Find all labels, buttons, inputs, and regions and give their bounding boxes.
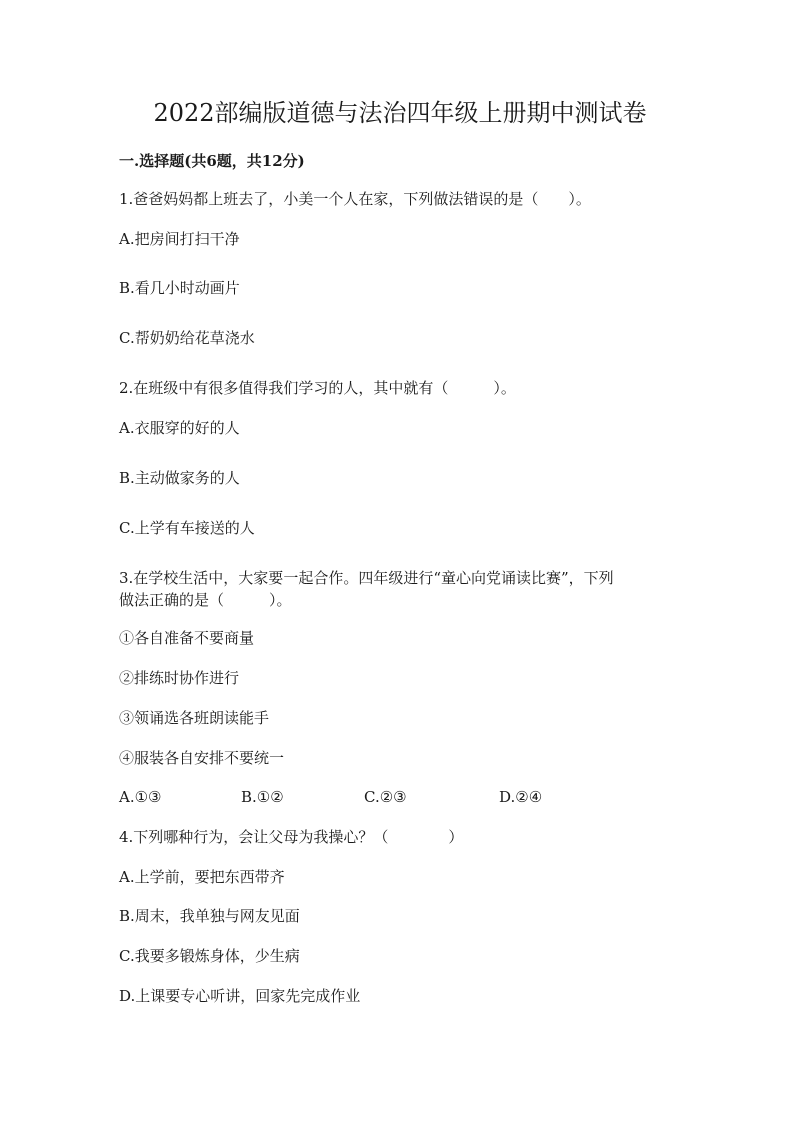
question-3-option-b: B.①②: [241, 788, 284, 806]
question-3-item-2: ②排练时协作进行: [119, 669, 240, 687]
question-2-stem: 2.在班级中有很多值得我们学习的人，其中就有（ ）。: [119, 379, 516, 397]
section-heading: 一.选择题(共6题，共12分): [119, 152, 305, 170]
question-4-option-b: B.周末，我单独与网友见面: [119, 907, 300, 925]
question-2-option-b: B.主动做家务的人: [119, 469, 240, 487]
question-3-item-3: ③领诵选各班朗读能手: [119, 709, 270, 727]
question-3-option-a: A.①③: [119, 788, 162, 806]
question-3-item-4: ④服装各自安排不要统一: [119, 749, 285, 767]
question-1-option-b: B.看几小时动画片: [119, 279, 240, 297]
question-4-option-a: A.上学前，要把东西带齐: [119, 868, 285, 886]
question-3-option-d: D.②④: [499, 788, 543, 806]
question-4-option-d: D.上课要专心听讲，回家先完成作业: [119, 987, 361, 1005]
page-title: 2022部编版道德与法治四年级上册期中测试卷: [153, 99, 647, 127]
question-2-option-c: C.上学有车接送的人: [119, 519, 255, 537]
question-3-stem-line-2: 做法正确的是（ ）。: [119, 591, 292, 609]
question-1-stem: 1.爸爸妈妈都上班去了，小美一个人在家，下列做法错误的是（ ）。: [119, 190, 591, 208]
question-4-stem: 4.下列哪种行为，会让父母为我操心？（ ）: [119, 828, 464, 846]
question-3-option-c: C.②③: [364, 788, 407, 806]
question-4-option-c: C.我要多锻炼身体，少生病: [119, 947, 300, 965]
question-3-stem-line-1: 3.在学校生活中，大家要一起合作。四年级进行“童心向党诵读比赛”，下列: [119, 569, 614, 587]
question-1-option-c: C.帮奶奶给花草浇水: [119, 329, 255, 347]
question-1-option-a: A.把房间打扫干净: [119, 230, 240, 248]
question-2-option-a: A.衣服穿的好的人: [119, 419, 240, 437]
question-3-options: [119, 786, 679, 808]
question-3-item-1: ①各自准备不要商量: [119, 629, 255, 647]
